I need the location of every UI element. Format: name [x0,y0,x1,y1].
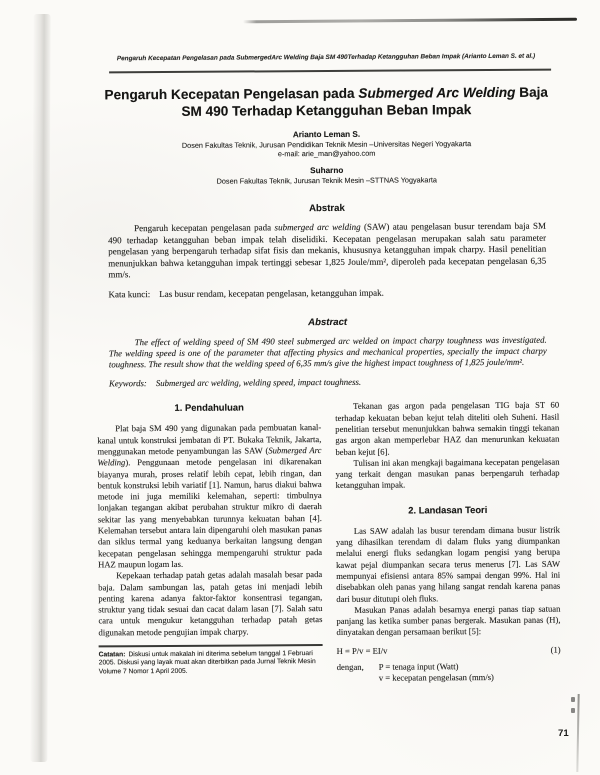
section-2-heading: 2. Landasan Teori [408,503,488,516]
scan-fold-streak [30,14,50,762]
abstract-en-body: The effect of welding speed of SM 490 steel submerged arc welded on impact charpy toughness was investigated. The welding speed is one of the parameter that affecting physics and mechanical properties, specially the impact charpy toughness. The result show that the welding speed of 6,35 mm/s give the highest impact toughness of 1,825 joule/mm². [108,334,547,370]
left-column [97,401,323,686]
abstrak-body [108,221,546,281]
equation-number: (1) [550,644,561,655]
keywords-line [109,376,547,390]
title-text-pre: Pengaruh Kecepatan Pengelasan pada [104,85,359,103]
author-2-affiliation: Dosen Fakultas Teknik, Jurusan Teknik Mesin –STTNAS Yogyakarta [216,175,437,186]
author-1-affiliation: Dosen Fakultas Teknik, Jurusan Pendidikan Teknik Mesin –Universitas Negeri Yogyakarta [181,139,472,150]
title-text-post: Baja SM 490 Terhadap Ketangguhan Beban Impak [181,84,549,119]
equation-note-2 [337,672,561,685]
footnote-text: Diskusi untuk makalah ini diterima sebelum tanggal 1 Februari 2005. Diskusi yang layak muat akan diterbitkan pada Jurnal Teknik Mesin Volume 7 Nomor 1 April 2005. [98,649,316,676]
keywords-label: Keywords: [108,378,147,389]
header-rule [109,69,551,74]
footnote-rule [99,644,323,647]
right-paragraph-1: Tekanan gas argon pada pengelasan TIG baja ST 60 terhadap kekuatan beban kejut telah diteliti oleh Suheni. Hasil penelitian tersebut menunjukkan bahwa semakin tinggi tekanan gas argon akan memperlebar HAZ dan menurunkan kekuatan beban kejut [6]. [335,399,560,457]
page-content [95,53,561,686]
authors-block [95,129,557,187]
kata-kunci-label: Kata kunci: [108,288,151,299]
equation-notes-intro: dengan, [336,661,364,672]
page-number: 71 [558,728,569,739]
equation-note-2-text: v = kecepatan pengelasan (mm/s) [378,672,494,684]
equation-note-2-spacer [337,673,379,685]
article-title [99,84,553,121]
title-text-italic: Submerged Arc Welding [358,84,516,101]
equation-formula: H = P/v = EI/v [336,645,388,656]
right-paragraph-2: Tulisan ini akan mengkaji bagaimana kecepatan pengelasan yang terkait dengan masukan panas berpengaruh terhadap ketangguhan impak. [335,456,560,491]
running-head: Pengaruh Kecepatan Pengelasan pada SubmergedArc Welding Baja SM 490Terhadap Ketangguhan Beban Impak (Arianto Leman S. et al.) [116,52,536,63]
author-2 [96,165,558,187]
theory-paragraph-1: Las SAW adalah las busur terendam dimana busur listrik yang dihasilkan terendam di dalam fluks yang diumpankan melalui energi fluks sedangkan logam pengisi yang berupa kawat pejal diumpankan secara terus menerus [7]. Las SAW mempunyai efisiensi antara 85% sampai dengan 99%. Hal ini disebabkan oleh panas yang hilang sangat rendah karena panas dari busur ditutupi oleh fluks. [335,524,561,604]
footnote [99,650,323,677]
scan-bleed-marks [571,697,577,719]
abstrak-text-italic: submerged arc welding [274,221,361,233]
author-2-name: Suharno [310,165,344,176]
two-column-body [97,400,561,686]
abstrak-text-pre: Pengaruh kecepatan pengelasan pada [134,222,275,234]
author-1 [95,129,557,160]
intro-p1-post: ). Penggunaan metode pengelasan ini dikarenakan biayanya murah, proses relatif lebih cepat, lebih ringan, dan bentuk konstruksi lebih variatif [1]. Namun, harus diakui bahwa metode ini juga memiliki kelemahan, seperti: timbulnya lonjakan tegangan akibat perubahan struktur mikro di daerah sekitar las yang menyebabkan turunnya kekuatan bahan [4]. Kelemahan tersebut antara lain dipengaruhi oleh masukan panas dan siklus termal yang keduanya berkaitan langsung dengan kecepatan pengelasan sehingga mempengaruhi struktur pada HAZ maupun logam las. [97,456,323,570]
abstract-en-heading: Abstract [308,316,348,328]
abstrak-text-post: (SAW) atau pengelasan busur terendam baja SM 490 terhadap ketangguhan beban impak telah diselidiki. Kecepatan pengelasan merupakan salah satu parameter pengelasan yang berpengaruh terhadap sifat fisis dan mekanis, khususnya ketangguhan impak charpy. Hasil penelitian menunjukkan bahwa ketangguhan impak tertinggi sebesar 1,825 Joule/mm², diperoleh pada kecepatan pengelasan 6,35 mm/s. [108,220,547,280]
equation-1 [337,644,561,657]
equation-notes [337,661,561,685]
intro-paragraph-2: Kepekaan terhadap patah getas adalah masalah besar pada baja. Dalam sambungan las, patah getas ini menjadi lebih penting karena adanya faktor-faktor konsentrasi tegangan, struktur yang tidak sesuai dan cacat dalam lasan [7]. Salah satu cara untuk mengukur ketangguhan terhadap patah getas digunakan metode pengujian impak charpy. [98,569,323,638]
intro-paragraph-1 [97,422,322,570]
footnote-label: Catatan: [98,650,126,658]
intro-p1-italic: Submerged Arc Welding [97,445,322,468]
kata-kunci-line [108,286,546,300]
scan-top-edge-line [243,18,577,24]
author-1-name: Arianto Leman S. [292,129,361,140]
intro-p1-pre: Plat baja SM 490 yang digunakan pada pembuatan kanal-kanal untuk konstruksi jembatan di PT. Bukaka Teknik, Jakarta, menggunakan metode penyambungan las SAW ( [97,422,322,457]
theory-paragraph-2: Masukan Panas adalah besarnya energi panas tiap satuan panjang las ketika sumber panas bergerak. Masukan panas (H), dinyatakan dengan persamaan berikut [5]: [336,603,561,638]
section-1-heading: 1. Pendahuluan [174,401,244,414]
right-column [335,400,561,685]
equation-note-1-text: P = tenaga input (Watt) [378,661,459,672]
kata-kunci-text: Las busur rendam, kecepatan pengelasan, ketangguhan impak. [159,287,384,299]
abstrak-heading: Abstrak [309,202,345,215]
keywords-text: Submerged arc welding, welding speed, impact toughness. [155,377,362,389]
author-1-email: e-mail: arie_man@yahoo.com [277,148,376,159]
